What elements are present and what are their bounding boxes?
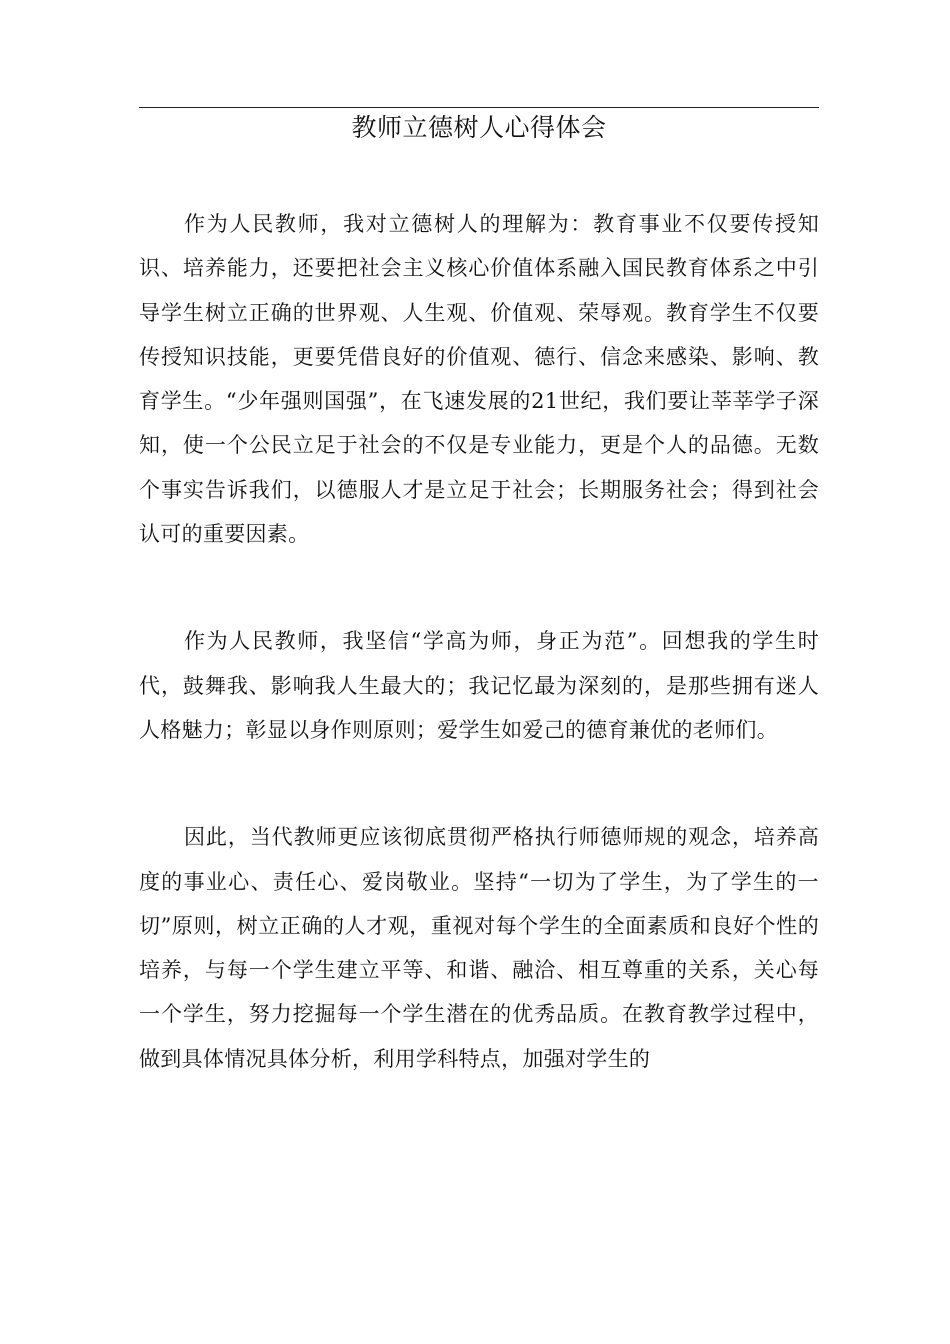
paragraph-1: 作为人民教师，我对立德树人的理解为：教育事业不仅要传授知识、培养能力，还要把社会主义核心价值体系融入国民教育体系之中引导学生树立正确的世界观、人生观、价值观、荣辱观。教育学生不仅要传授知识技能，更要凭借良好的价值观、德行、信念来感染、影响、教育学生。“少年强则国强”，在飞速发展的21世纪，我们要让莘莘学子深知，使一个公民立足于社会的不仅是专业能力，更是个人的品德。无数个事实告诉我们，以德服人才是立足于社会；长期服务社会；得到社会认可的重要因素。	[139, 212, 819, 547]
paragraph-2: 作为人民教师，我坚信“学高为师，身正为范”。回想我的学生时代，鼓舞我、影响我人生最大的；我记忆最为深刻的，是那些拥有迷人人格魅力；彰显以身作则原则；爱学生如爱己的德育兼优的老师们。	[139, 629, 819, 742]
header-rule	[139, 107, 819, 108]
document-title: 教师立德树人心得体会	[351, 113, 607, 142]
paragraph-3: 因此，当代教师更应该彻底贯彻严格执行师德师规的观念，培养高度的事业心、责任心、爱岗敬业。坚持“一切为了学生，为了学生的一切”原则，树立正确的人才观，重视对每个学生的全面素质和良好个性的培养，与每一个学生建立平等、和谐、融洽、相互尊重的关系，关心每一个学生，努力挖掘每一个学生潜在的优秀品质。在教育教学过程中，做到具体情况具体分析，利用学科特点，加强对学生的	[139, 825, 819, 1071]
document-body	[139, 202, 819, 1144]
